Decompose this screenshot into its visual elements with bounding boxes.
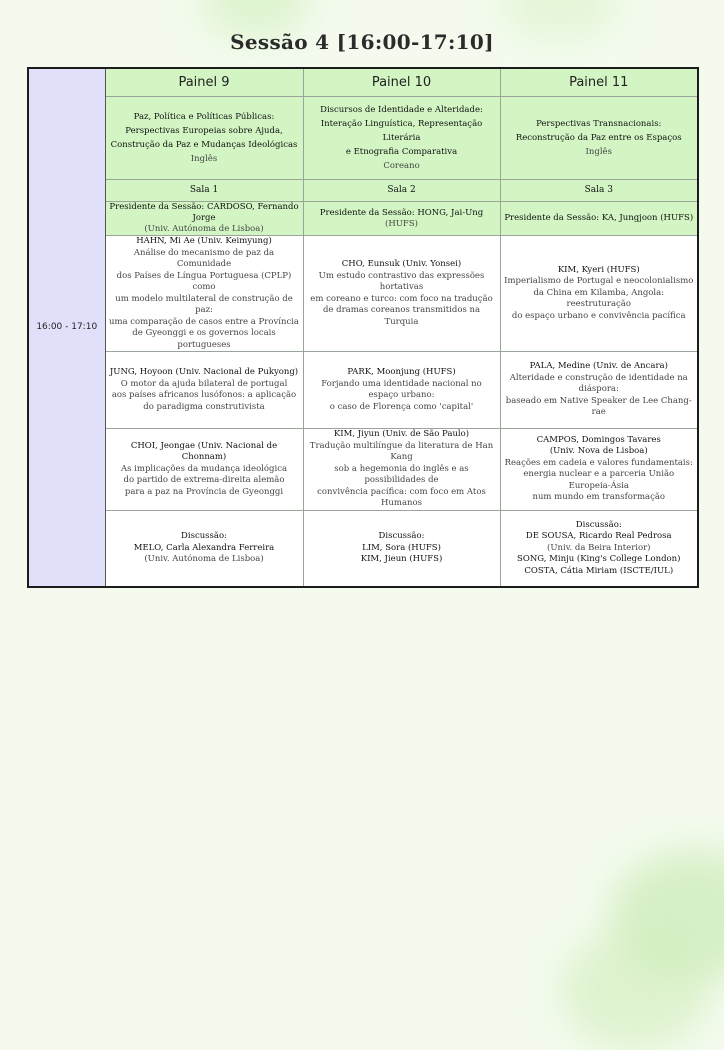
session-chair-affiliation: (HUFS)	[385, 218, 418, 229]
paper-author: CHOI, Jeongae (Univ. Nacional de Chonnam)	[130, 440, 278, 462]
time-label: 16:00 - 17:10	[36, 321, 98, 332]
session-chair: Presidente da Sessão: KA, Jungjoon (HUFS)	[504, 213, 694, 223]
paper-text-line: O motor da ajuda bilateral de portugal	[120, 378, 288, 389]
paper-author: KIM, Jiyun (Univ. de São Paulo)	[333, 429, 470, 439]
paper-row	[28, 429, 698, 511]
panel-theme-line: Interação Linguística, Representação Literária	[320, 119, 483, 143]
paper-author: COSTA, Cátia Miriam (ISCTE/IUL)	[524, 565, 674, 576]
panel-theme-cell	[500, 97, 698, 180]
paper-row	[28, 236, 698, 352]
panel-theme-line: Perspectivas Transnacionais:	[536, 119, 662, 129]
paper-cell	[500, 429, 698, 511]
paper-cell	[105, 429, 303, 511]
discussion-cell	[500, 510, 698, 587]
paper-text-line: do espaço urbano e convivência pacífica	[511, 310, 686, 321]
paper-author: Discussão:	[181, 531, 227, 541]
time-cell	[28, 68, 105, 587]
discussion-cell	[105, 510, 303, 587]
paper-text-line: Um estudo contrastivo das expressões hortativas	[318, 270, 485, 292]
paper-text-line: Forjando uma identidade nacional no espaço urbano:	[321, 378, 482, 400]
session-chair-affiliation: (Univ. Autónoma de Lisboa)	[144, 224, 264, 234]
paper-cell	[500, 352, 698, 429]
panel-theme-row	[28, 97, 698, 180]
paper-author: HAHN, Mi Ae (Univ. Keimyung)	[136, 236, 272, 246]
paper-text-line: sob a hegemonia do inglês e as possibilidades de	[334, 463, 469, 485]
panel-theme-line: Construção da Paz e Mudanças Ideológicas	[110, 140, 298, 150]
discussion-row	[28, 510, 698, 587]
paper-text-line: Tradução multilíngue da literatura de Han Kang	[309, 440, 494, 462]
paper-text-line: de dramas coreanos transmitidos na Turquia	[322, 305, 481, 327]
paper-author: PALA, Medine (Univ. de Ancara)	[529, 361, 668, 372]
session-chair-cell	[303, 202, 500, 236]
paper-text-line: convivência pacífica: com foco em Atos Humanos	[317, 486, 486, 508]
panel-theme-line: Reconstrução da Paz entre os Espaços	[515, 133, 682, 143]
paper-text-line: dos Países de Língua Portuguesa (CPLP) como	[116, 270, 292, 292]
panel-title: Painel 11	[500, 68, 698, 97]
paper-text-line: Alteridade e construção de identidade na diáspora:	[509, 372, 688, 395]
panel-title: Painel 10	[303, 68, 500, 97]
paper-text-line: do partido de extrema-direita alemão	[123, 475, 285, 485]
panel-language: Coreano	[383, 161, 420, 171]
paper-row	[28, 352, 698, 429]
paper-text-line: de Gyeonggi e os governos locais portugueses	[132, 328, 276, 350]
paper-text-line: uma comparação de casos entre a Província	[108, 316, 299, 327]
panel-theme-cell	[105, 97, 303, 180]
paper-author: SONG, Minju (King's College London)	[517, 554, 681, 564]
panel-theme-line: Discursos de Identidade e Alteridade:	[320, 105, 483, 115]
panel-title: Painel 9	[105, 68, 303, 97]
paper-author: PARK, Moonjung (HUFS)	[347, 367, 456, 377]
decorative-blob	[560, 930, 710, 1050]
paper-text-line: Imperialismo de Portugal e neocolonialismo	[504, 276, 694, 287]
paper-text-line: As implicações da mudança ideológica	[120, 463, 288, 474]
paper-text-line: baseado em Native Speaker de Lee Chang-rae	[505, 395, 692, 418]
paper-cell	[303, 352, 500, 429]
paper-author: Discussão:	[378, 531, 425, 541]
room-label: Sala 2	[303, 180, 500, 202]
paper-author: CAMPOS, Domingos Tavares	[536, 434, 661, 445]
paper-text-line: para a paz na Província de Gyeonggi	[124, 486, 284, 497]
paper-text-line: o caso de Florença como 'capital'	[329, 401, 474, 412]
paper-text-line: do paradigma construtivista	[143, 401, 265, 412]
paper-text-line: aos países africanos lusófonos: a aplicação	[111, 390, 297, 400]
paper-cell	[303, 429, 500, 511]
session-chair: Presidente da Sessão: HONG, Jai-Ung	[319, 207, 484, 218]
panel-theme-line: e Etnografia Comparativa	[345, 147, 458, 157]
room-label: Sala 3	[500, 180, 698, 202]
session-schedule-table	[27, 67, 699, 588]
discussion-cell	[303, 510, 500, 587]
paper-author: KIM, Kyeri (HUFS)	[557, 264, 640, 275]
paper-text-line: (Univ. da Beira Interior)	[547, 542, 651, 553]
paper-text-line: (Univ. Autónoma de Lisboa)	[144, 554, 264, 564]
chair-row	[28, 202, 698, 236]
paper-author: KIM, Jieun (HUFS)	[360, 554, 443, 564]
paper-cell	[500, 236, 698, 352]
panel-theme-line: Perspectivas Europeias sobre Ajuda,	[125, 126, 283, 136]
page-title: Sessão 4 [16:00-17:10]	[230, 30, 494, 54]
panel-language: Inglês	[585, 147, 612, 157]
paper-text-line: em coreano e turco: com foco na tradução	[310, 293, 493, 304]
paper-text-line: energia nuclear e a parceria União Europeia-Ásia	[523, 469, 675, 491]
session-chair-cell	[500, 202, 698, 236]
room-row	[28, 180, 698, 202]
paper-text-line: um modelo multilateral de construção de paz:	[115, 293, 293, 315]
paper-author: CHO, Eunsuk (Univ. Yonsei)	[341, 259, 462, 269]
paper-author: JUNG, Hoyoon (Univ. Nacional de Pukyong)	[109, 367, 299, 377]
paper-author: Discussão:	[575, 519, 622, 530]
paper-author: (Univ. Nova de Lisboa)	[549, 446, 648, 457]
paper-author: MELO, Carla Alexandra Ferreira	[133, 542, 275, 553]
panel-theme-line: Paz, Política e Políticas Públicas:	[133, 112, 275, 122]
room-label: Sala 1	[105, 180, 303, 202]
paper-author: DE SOUSA, Ricardo Real Pedrosa	[525, 531, 672, 541]
paper-author: LIM, Sora (HUFS)	[362, 542, 441, 553]
paper-text-line: Análise do mecanismo de paz da Comunidade	[133, 247, 275, 269]
session-chair: Presidente da Sessão: CARDOSO, Fernando Jorge	[109, 202, 299, 223]
paper-cell	[105, 352, 303, 429]
paper-cell	[105, 236, 303, 352]
paper-text-line: num mundo em transformação	[532, 492, 666, 503]
paper-text-line: Reações em cadeia e valores fundamentais:	[504, 457, 693, 468]
panel-theme-cell	[303, 97, 500, 180]
paper-cell	[303, 236, 500, 352]
panel-language: Inglês	[190, 154, 218, 164]
panel-name-row	[28, 68, 698, 97]
session-chair-cell	[105, 202, 303, 236]
paper-text-line: da China em Kilamba, Angola: reestruturação	[533, 287, 665, 310]
